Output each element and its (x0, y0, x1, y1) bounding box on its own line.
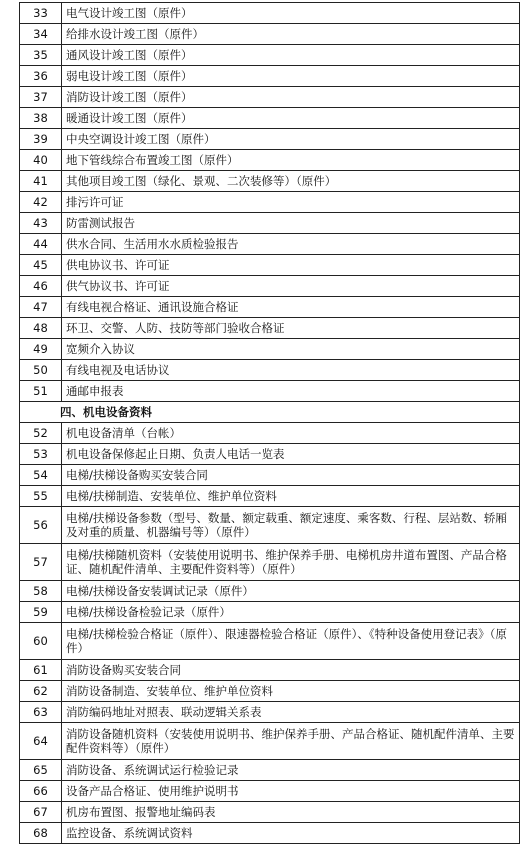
row-number: 44 (20, 234, 62, 255)
table-row (20, 581, 520, 602)
table-row (20, 297, 520, 318)
row-number: 49 (20, 339, 62, 360)
row-number: 50 (20, 360, 62, 381)
row-number: 35 (20, 45, 62, 66)
table-row (20, 823, 520, 844)
row-text: 供气协议书、许可证 (62, 276, 520, 297)
row-text: 其他项目竣工图（绿化、景观、二次装修等）（原件） (62, 171, 520, 192)
row-text: 电梯/扶梯制造、安装单位、维护单位资料 (62, 486, 520, 507)
table-row (20, 87, 520, 108)
row-text: 供水合同、生活用水水质检验报告 (62, 234, 520, 255)
row-number: 61 (20, 660, 62, 681)
row-text: 有线电视合格证、通讯设施合格证 (62, 297, 520, 318)
table-row (20, 681, 520, 702)
row-number: 67 (20, 802, 62, 823)
row-number: 56 (20, 507, 62, 544)
row-number: 64 (20, 723, 62, 760)
table-row (20, 623, 520, 660)
table-row (20, 108, 520, 129)
row-number: 40 (20, 150, 62, 171)
table-row (20, 318, 520, 339)
table-row (20, 444, 520, 465)
row-text: 消防设备随机资料（安装使用说明书、维护保养手册、产品合格证、随机配件清单、主要配件资料等）（原件） (66, 727, 515, 755)
row-text: 有线电视及电话协议 (62, 360, 520, 381)
table-row (20, 602, 520, 623)
row-number: 34 (20, 24, 62, 45)
row-text: 供电协议书、许可证 (62, 255, 520, 276)
table-row (20, 171, 520, 192)
row-text: 排污许可证 (62, 192, 520, 213)
row-text: 机电设备清单（台帐） (62, 423, 520, 444)
row-text: 机房布置图、报警地址编码表 (62, 802, 520, 823)
row-text: 电气设计竣工图（原件） (62, 3, 520, 24)
row-number: 59 (20, 602, 62, 623)
row-text: 防雷测试报告 (62, 213, 520, 234)
row-number: 47 (20, 297, 62, 318)
row-number: 37 (20, 87, 62, 108)
section-header-row (20, 402, 520, 423)
table-row (20, 507, 520, 544)
row-text: 电梯/扶梯设备参数（型号、数量、额定载重、额定速度、乘客数、行程、层站数、轿厢及对重的质量、机器编号等）（原件） (66, 511, 507, 539)
table-row (20, 213, 520, 234)
archive-list-table (19, 2, 520, 844)
row-number: 54 (20, 465, 62, 486)
table-row (20, 129, 520, 150)
table-row (20, 3, 520, 24)
table-row (20, 24, 520, 45)
row-text: 电梯/扶梯设备购买安装合同 (62, 465, 520, 486)
table-row (20, 465, 520, 486)
row-number: 57 (20, 544, 62, 581)
table-row (20, 66, 520, 87)
row-text: 消防编码地址对照表、联动逻辑关系表 (62, 702, 520, 723)
row-number: 48 (20, 318, 62, 339)
table-row (20, 255, 520, 276)
row-number: 66 (20, 781, 62, 802)
row-number: 39 (20, 129, 62, 150)
row-text: 通邮申报表 (62, 381, 520, 402)
table-row (20, 339, 520, 360)
row-number: 33 (20, 3, 62, 24)
row-text: 中央空调设计竣工图（原件） (62, 129, 520, 150)
table-row (20, 381, 520, 402)
row-text: 宽频介入协议 (62, 339, 520, 360)
row-text: 机电设备保修起止日期、负责人电话一览表 (62, 444, 520, 465)
row-text: 地下管线综合布置竣工图（原件） (62, 150, 520, 171)
row-text: 电梯/扶梯随机资料（安装使用说明书、维护保养手册、电梯机房井道布置图、产品合格证、随机配件清单、主要配件资料等）（原件） (66, 548, 507, 576)
row-text: 暖通设计竣工图（原件） (62, 108, 520, 129)
table-row (20, 702, 520, 723)
row-number: 68 (20, 823, 62, 844)
table-row (20, 423, 520, 444)
table-row (20, 45, 520, 66)
table-row (20, 150, 520, 171)
row-number: 38 (20, 108, 62, 129)
table-row (20, 723, 520, 760)
row-number: 63 (20, 702, 62, 723)
row-number: 58 (20, 581, 62, 602)
row-number: 52 (20, 423, 62, 444)
row-text: 电梯/扶梯设备检验记录（原件） (62, 602, 520, 623)
table-row (20, 276, 520, 297)
table-row (20, 234, 520, 255)
row-text: 给排水设计竣工图（原件） (62, 24, 520, 45)
table-row (20, 760, 520, 781)
row-number: 53 (20, 444, 62, 465)
row-text: 消防设备、系统调试运行检验记录 (62, 760, 520, 781)
table-row (20, 192, 520, 213)
table-row (20, 544, 520, 581)
row-text: 环卫、交警、人防、技防等部门验收合格证 (62, 318, 520, 339)
row-text: 电梯/扶梯设备安装调试记录（原件） (62, 581, 520, 602)
row-text: 监控设备、系统调试资料 (62, 823, 520, 844)
row-number: 43 (20, 213, 62, 234)
section-title: 四、机电设备资料 (20, 402, 520, 423)
table-row (20, 781, 520, 802)
row-text: 消防设备制造、安装单位、维护单位资料 (62, 681, 520, 702)
row-number: 36 (20, 66, 62, 87)
row-number: 46 (20, 276, 62, 297)
row-text: 电梯/扶梯检验合格证（原件）、限速器检验合格证（原件）、《特种设备使用登记表》（原件） (66, 627, 507, 655)
row-text: 消防设计竣工图（原件） (62, 87, 520, 108)
table-row (20, 802, 520, 823)
table-row (20, 660, 520, 681)
row-number: 45 (20, 255, 62, 276)
row-number: 41 (20, 171, 62, 192)
row-number: 65 (20, 760, 62, 781)
row-number: 62 (20, 681, 62, 702)
row-text: 弱电设计竣工图（原件） (62, 66, 520, 87)
row-number: 51 (20, 381, 62, 402)
row-text: 设备产品合格证、使用维护说明书 (62, 781, 520, 802)
row-text: 消防设备购买安装合同 (62, 660, 520, 681)
row-number: 55 (20, 486, 62, 507)
row-number: 60 (20, 623, 62, 660)
row-number: 42 (20, 192, 62, 213)
row-text: 通风设计竣工图（原件） (62, 45, 520, 66)
table-row (20, 360, 520, 381)
table-row (20, 486, 520, 507)
